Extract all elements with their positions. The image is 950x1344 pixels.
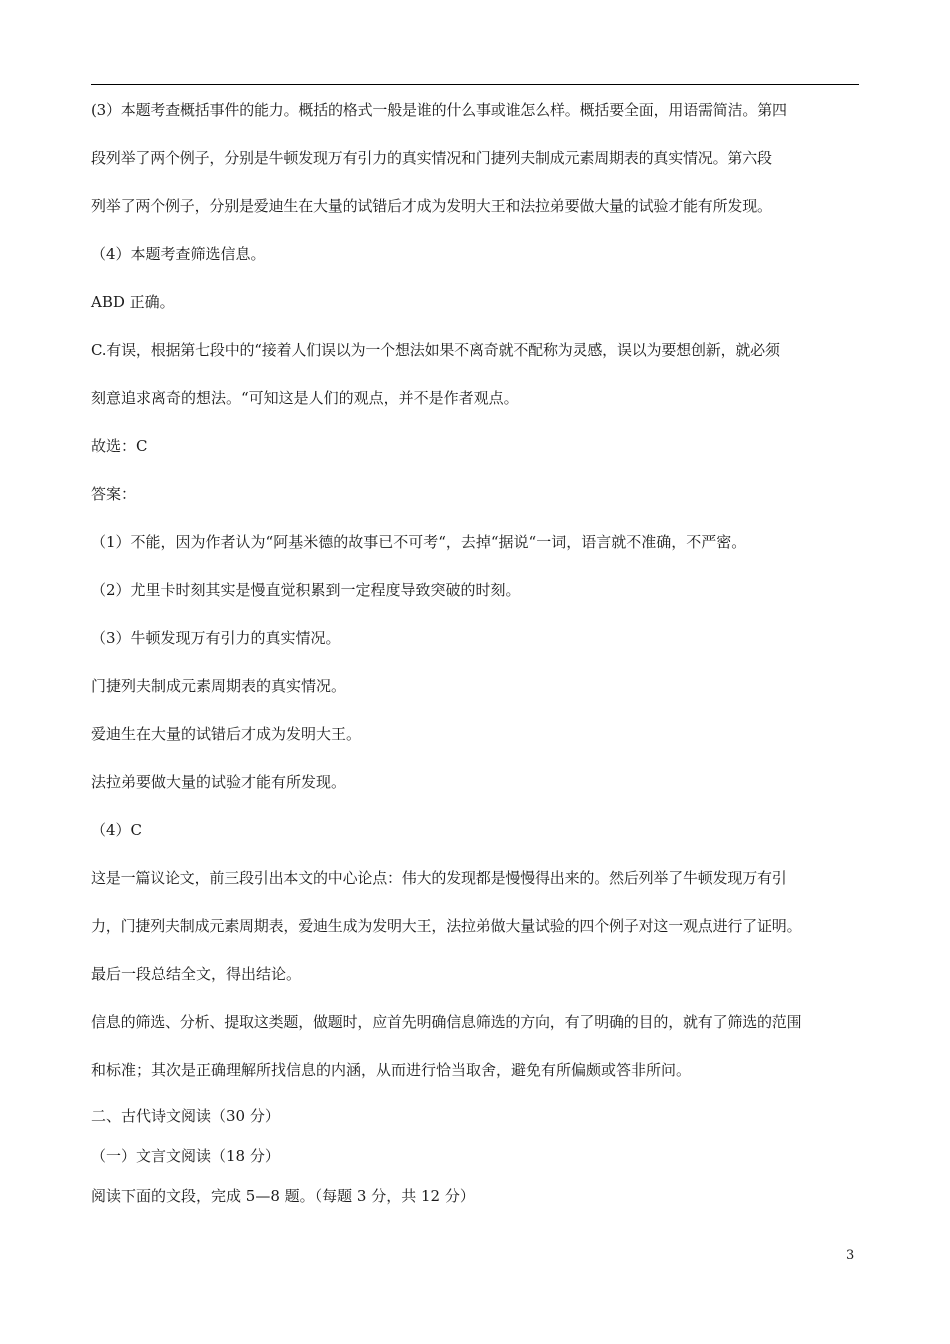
text-line: 门捷列夫制成元素周期表的真实情况。 bbox=[91, 677, 347, 695]
page-number: 3 bbox=[846, 1248, 855, 1263]
text-line: 段列举了两个例子，分别是牛顿发现万有引力的真实情况和门捷列夫制成元素周期表的真实情况。第六段 bbox=[91, 149, 772, 167]
text-line: （3）牛顿发现万有引力的真实情况。 bbox=[91, 629, 341, 647]
text-line: 信息的筛选、分析、提取这类题，做题时，应首先明确信息筛选的方向，有了明确的目的，就有了筛选的范围 bbox=[91, 1013, 802, 1031]
text-line: C.有误，根据第七段中的“接着人们误以为一个想法如果不离奇就不配称为灵感，误以为要想创新，就必须 bbox=[91, 341, 780, 359]
text-line: 最后一段总结全文，得出结论。 bbox=[91, 965, 302, 983]
text-line: （1）不能，因为作者认为“阿基米德的故事已不可考“，去掉“据说“一词，语言就不准确，不严密。 bbox=[91, 533, 747, 551]
section-heading: 二、古代诗文阅读（30 分） bbox=[91, 1107, 280, 1125]
text-line: (3）本题考查概括事件的能力。概括的格式一般是谁的什么事或谁怎么样。概括要全面，用语需简洁。第四 bbox=[91, 101, 787, 119]
header-rule bbox=[91, 84, 859, 85]
text-line: 法拉弟要做大量的试验才能有所发现。 bbox=[91, 773, 347, 791]
text-line: 故选：C bbox=[91, 437, 148, 455]
text-line: 列举了两个例子，分别是爱迪生在大量的试错后才成为发明大王和法拉弟要做大量的试验才能有所发现。 bbox=[91, 197, 772, 215]
text-line: 阅读下面的文段，完成 5—8 题。（每题 3 分，共 12 分） bbox=[91, 1187, 475, 1205]
text-line: ABD 正确。 bbox=[91, 293, 175, 311]
text-line: 刻意追求离奇的想法。“可知这是人们的观点，并不是作者观点。 bbox=[91, 389, 519, 407]
text-line: 爱迪生在大量的试错后才成为发明大王。 bbox=[91, 725, 362, 743]
text-line: （2）尤里卡时刻其实是慢直觉积累到一定程度导致突破的时刻。 bbox=[91, 581, 521, 599]
text-line: 这是一篇议论文，前三段引出本文的中心论点：伟大的发现都是慢慢得出来的。然后列举了牛顿发现万有引 bbox=[91, 869, 787, 887]
text-line: （4）本题考查筛选信息。 bbox=[91, 245, 266, 263]
text-line: 力，门捷列夫制成元素周期表，爱迪生成为发明大王，法拉弟做大量试验的四个例子对这一观点进行了证明。 bbox=[91, 917, 802, 935]
text-line: （4）C bbox=[91, 821, 143, 839]
subsection-heading: （一）文言文阅读（18 分） bbox=[91, 1147, 280, 1165]
text-line: 答案： bbox=[91, 485, 137, 503]
text-line: 和标准；其次是正确理解所找信息的内涵，从而进行恰当取舍，避免有所偏颇或答非所问。 bbox=[91, 1061, 692, 1079]
